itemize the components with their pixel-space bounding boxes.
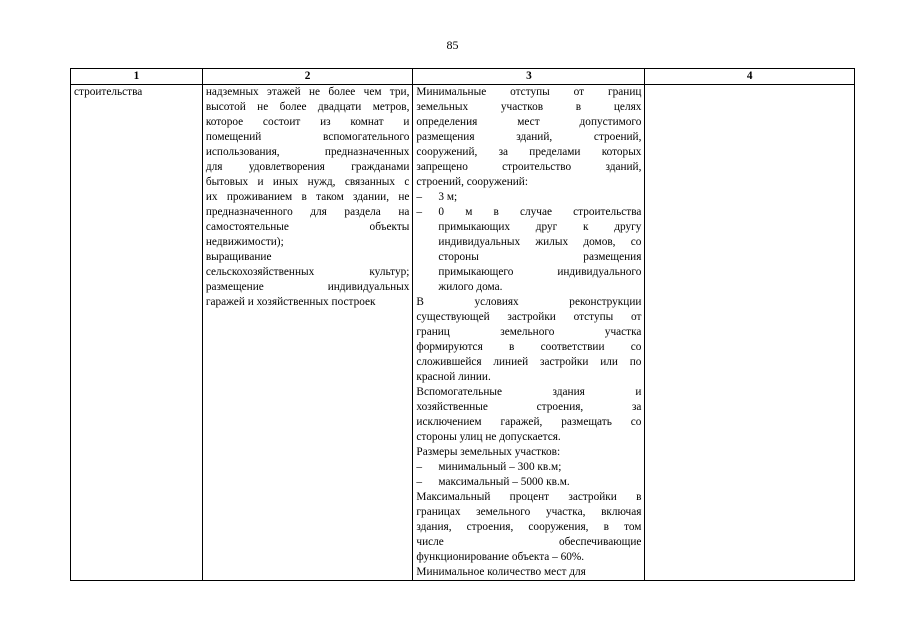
page-number: 85: [446, 38, 459, 52]
text-line: функционирование объекта – 60%.: [416, 551, 585, 563]
cell-col-2: [202, 85, 413, 581]
dash-marker: –: [416, 206, 423, 218]
text-line: здания, строения, сооружения, в том: [416, 521, 642, 533]
dash-item-text: [438, 190, 641, 205]
text-line: земельных участков в целях: [416, 101, 642, 113]
text-line: границ земельного участка: [416, 326, 642, 338]
text-line: строительства: [74, 86, 143, 98]
text-line: самостоятельные объекты: [205, 221, 410, 233]
text-line: строений, сооружений:: [416, 176, 528, 188]
header-col-1: 1: [71, 69, 203, 85]
text-line: жилого дома.: [438, 281, 503, 293]
text-line: предназначенного для раздела на: [205, 206, 410, 218]
text-line: сооружений, за пределами которых: [416, 146, 642, 158]
text-line: стороны улиц не допускается.: [416, 431, 561, 443]
text-line: формируются в соответствии со: [416, 341, 642, 353]
col3-para-4: [416, 445, 641, 460]
text-line: стороны размещения: [438, 251, 642, 263]
text-line: минимальный – 300 кв.м;: [438, 461, 562, 473]
text-line: определения мест допустимого: [416, 116, 642, 128]
col3-dash-item-2: [416, 205, 641, 295]
col3-para-3: [416, 385, 641, 445]
col3-para-1: [416, 85, 641, 190]
text-line: индивидуальных жилых домов, со: [438, 236, 642, 248]
text-line: Минимальное количество мест для: [416, 566, 586, 578]
col3-para-2: [416, 295, 641, 385]
text-line: Вспомогательные здания и: [416, 386, 642, 398]
text-line: их проживанием в таком здании, не: [205, 191, 410, 203]
text-line: примыкающего индивидуального: [438, 266, 642, 278]
dash-item-text: [438, 460, 641, 475]
text-line: надземных этажей не более чем три,: [205, 86, 410, 98]
header-col-4: 4: [645, 69, 855, 85]
text-line: Минимальные отступы от границ: [416, 86, 642, 98]
text-line: 3 м;: [438, 191, 458, 203]
text-line: Размеры земельных участков:: [416, 446, 561, 458]
text-line: гаражей и хозяйственных построек: [205, 296, 376, 308]
dash-marker: –: [416, 461, 423, 473]
cell-col-1: [71, 85, 203, 581]
header-col-3: 3: [413, 69, 645, 85]
text-line: выращивание: [205, 251, 272, 263]
col3-dash-item-3: [416, 460, 641, 475]
text-line: бытовых и иных нужд, связанных с: [205, 176, 410, 188]
text-line: максимальный – 5000 кв.м.: [438, 476, 570, 488]
text-line: хозяйственные строения, за: [416, 401, 642, 413]
col3-para-5: [416, 490, 641, 565]
text-line: недвижимости);: [205, 236, 284, 248]
text-line: исключением гаражей, размещать со: [416, 416, 642, 428]
col3-para-6: [416, 565, 641, 580]
col1-text: [74, 85, 199, 100]
cell-col-4: [645, 85, 855, 581]
header-col-2: 2: [202, 69, 413, 85]
text-line: которое состоит из комнат и: [205, 116, 410, 128]
text-line: высотой не более двадцати метров,: [205, 101, 410, 113]
text-line: красной линии.: [416, 371, 491, 383]
col3-dash-item-1: [416, 190, 641, 205]
text-line: примыкающих друг к другу: [438, 221, 642, 233]
table-row: [71, 85, 855, 581]
text-line: использования, предназначенных: [205, 146, 410, 158]
header-row: [71, 69, 855, 85]
text-line: существующей застройки отступы от: [416, 311, 642, 323]
text-line: сложившейся линией застройки или по: [416, 356, 642, 368]
cell-col-3: [413, 85, 645, 581]
text-line: границах земельного участка, включая: [416, 506, 642, 518]
text-line: размещения зданий, строений,: [416, 131, 642, 143]
col3-dash-item-4: [416, 475, 641, 490]
dash-marker: –: [416, 476, 423, 488]
text-line: 0 м в случае строительства: [438, 206, 642, 218]
text-line: В условиях реконструкции: [416, 296, 642, 308]
regulations-table: [70, 68, 855, 581]
col2-text: [206, 85, 410, 310]
text-line: для удовлетворения гражданами: [205, 161, 410, 173]
text-line: помещений вспомогательного: [205, 131, 410, 143]
text-line: запрещено строительство зданий,: [416, 161, 642, 173]
text-line: размещение индивидуальных: [205, 281, 410, 293]
text-line: числе обеспечивающие: [416, 536, 642, 548]
dash-marker: –: [416, 191, 423, 203]
dash-item-text: [438, 205, 641, 295]
text-line: сельскохозяйственных культур;: [205, 266, 410, 278]
dash-item-text: [438, 475, 641, 490]
text-line: Максимальный процент застройки в: [416, 491, 642, 503]
